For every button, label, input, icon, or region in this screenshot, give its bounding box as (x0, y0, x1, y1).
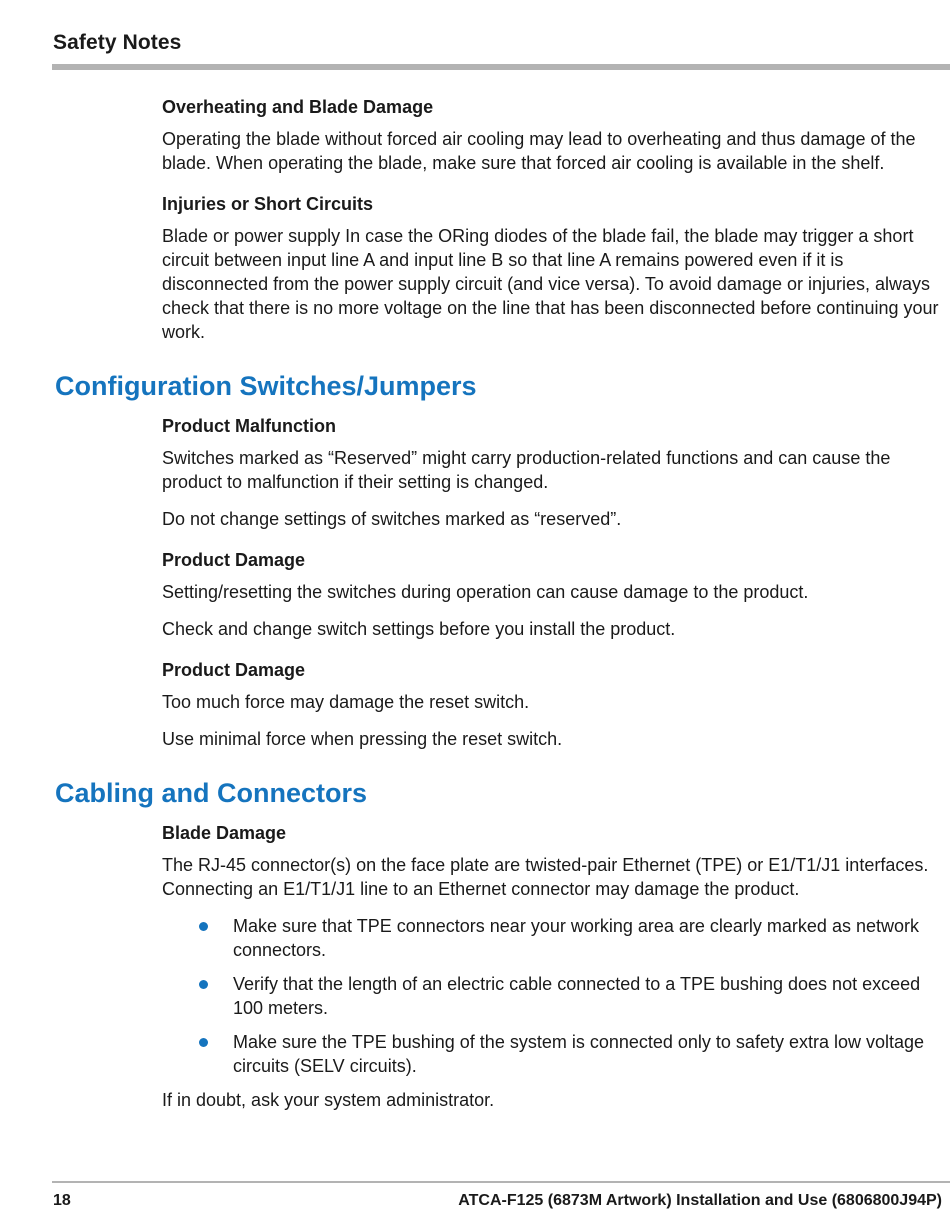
bullet-text: Verify that the length of an electric cable connected to a TPE bushing does not exceed 100 meters. (233, 974, 921, 1018)
list-item (162, 1030, 948, 1078)
overheating-heading: Overheating and Blade Damage (162, 97, 434, 117)
bullet-icon (199, 1038, 208, 1047)
injuries-heading: Injuries or Short Circuits (162, 194, 374, 214)
overheating-text: Operating the blade without forced air cooling may lead to overheating and thus damage of the blade. When operating the blade, make sure that forced air cooling is available in the shelf. (162, 129, 916, 173)
product-damage-text-2b: Use minimal force when pressing the reset switch. (162, 729, 563, 749)
product-damage-note-2 (162, 658, 948, 751)
list-item (162, 914, 948, 962)
header-divider (52, 64, 950, 70)
malfunction-text-1: Switches marked as “Reserved” might carry production-related functions and can cause the product to malfunction if their setting is changed. (162, 448, 891, 492)
list-item (162, 972, 948, 1020)
malfunction-text-2: Do not change settings of switches marked as “reserved”. (162, 509, 622, 529)
closing-text: If in doubt, ask your system administrator. (162, 1090, 495, 1110)
cabling-section-title: Cabling and Connectors (55, 778, 368, 808)
blade-damage-note (162, 821, 948, 1112)
document-title: ATCA-F125 (6873M Artwork) Installation and Use (6806800J94P) (458, 1192, 942, 1209)
product-damage-heading-1: Product Damage (162, 550, 306, 570)
bullet-icon (199, 922, 208, 931)
malfunction-note (162, 414, 948, 531)
injuries-text: Blade or power supply In case the ORing diodes of the blade fail, the blade may trigger a short circuit between input line A and input line B so that line A remains powered even if it is disconnected from the power supply circuit (and vice versa). To avoid damage or injuries, always check that there is no more voltage on the line that has been disconnected before continuing your work. (162, 226, 939, 342)
malfunction-heading: Product Malfunction (162, 416, 336, 436)
blade-damage-text: The RJ-45 connector(s) on the face plate are twisted-pair Ethernet (TPE) or E1/T1/J1 interfaces. Connecting an E1/T1/J1 line to an Ethernet connector may damage the product. (162, 855, 929, 899)
product-damage-heading-2: Product Damage (162, 660, 306, 680)
footer-divider (52, 1181, 950, 1183)
page-content (0, 95, 950, 1125)
overheating-note (162, 95, 948, 175)
injuries-note (162, 192, 948, 344)
bullet-icon (199, 980, 208, 989)
bullet-text: Make sure the TPE bushing of the system is connected only to safety extra low voltage circuits (SELV circuits). (233, 1032, 925, 1076)
bullet-text: Make sure that TPE connectors near your working area are clearly marked as network connectors. (233, 916, 919, 960)
product-damage-text-1a: Setting/resetting the switches during operation can cause damage to the product. (162, 582, 809, 602)
page-header-title: Safety Notes (53, 31, 182, 54)
blade-damage-bullet-list (162, 914, 948, 1078)
config-section-title: Configuration Switches/Jumpers (55, 371, 477, 401)
product-damage-note-1 (162, 548, 948, 641)
blade-damage-heading: Blade Damage (162, 823, 287, 843)
product-damage-text-1b: Check and change switch settings before you install the product. (162, 619, 676, 639)
product-damage-text-2a: Too much force may damage the reset switch. (162, 692, 530, 712)
page-number: 18 (53, 1192, 71, 1209)
